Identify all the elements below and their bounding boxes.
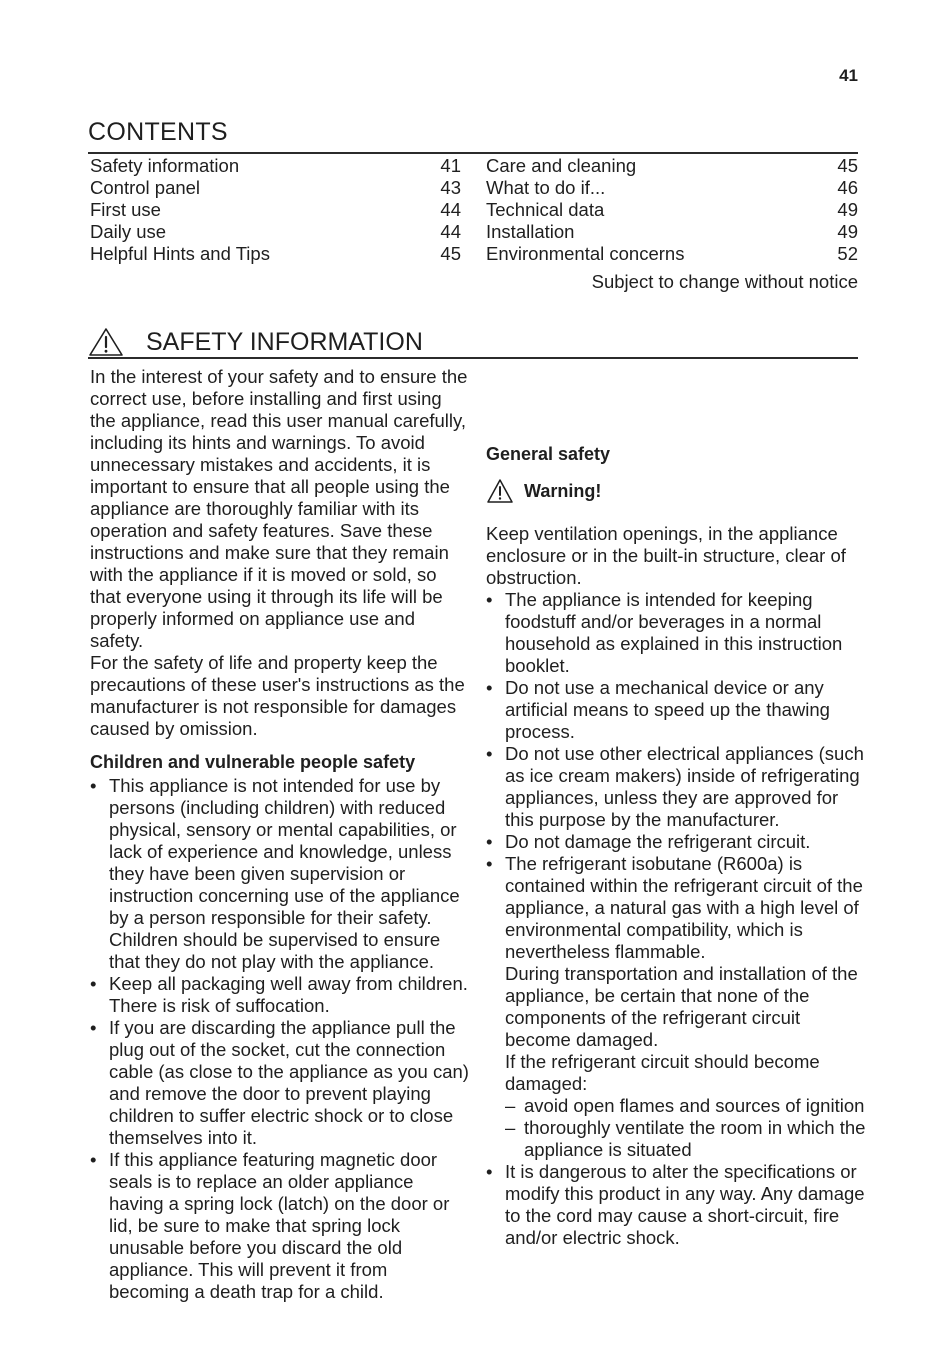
contents-entry[interactable] xyxy=(90,243,461,265)
contents-entry[interactable] xyxy=(90,155,461,177)
contents-entry-page: 46 xyxy=(837,177,858,198)
intro-paragraph: In the interest of your safety and to ensure the correct use, before installing and first using the appliance, read this user manual carefully, including its hints and warnings. To avoid unnecessary mistakes and accidents, it is important to ensure that all people using the appliance are thoroughly familiar with its operation and safety features. Save these instructions and make sure that they remain with the appliance if it is moved or sold, so that everyone using it through its life will be properly informed on appliance use and safety. xyxy=(90,366,468,651)
damage-steps-list xyxy=(505,1095,866,1161)
children-safety-list xyxy=(90,775,470,1303)
contents-entry-label: Technical data xyxy=(486,199,605,220)
contents-entry-page: 49 xyxy=(837,221,858,242)
safety-heading-text: SAFETY INFORMATION xyxy=(146,328,423,356)
list-item-text: During transportation and installation of the appliance, be certain that none of the components of the refrigerant circuit become damaged. xyxy=(505,963,858,1050)
warning-label: Warning! xyxy=(524,481,602,501)
list-item xyxy=(486,853,866,1161)
list-item-text: • The refrigerant isobutane (R600a) is contained within the refrigerant circuit of the appliance, a natural gas with a high level of environmental compatibility, which is nevertheless flammable. xyxy=(505,853,863,962)
list-item: • Do not use a mechanical device or any artificial means to speed up the thawing process. xyxy=(486,677,866,743)
contents-entry-label: Environmental concerns xyxy=(486,243,685,264)
contents-entry-page: 44 xyxy=(440,199,461,220)
contents-divider xyxy=(88,152,858,154)
list-item: • If you are discarding the appliance pull the plug out of the socket, cut the connection cable (as close to the appliance as you can) and remove the door to prevent playing children to suffer electric shock or to close themselves into it. xyxy=(90,1017,470,1149)
contents-entry-label: First use xyxy=(90,199,161,220)
contents-entry[interactable] xyxy=(486,199,858,221)
contents-entry-label: Installation xyxy=(486,221,575,242)
contents-entry-page: 41 xyxy=(440,155,461,176)
page-number: 41 xyxy=(839,66,858,85)
contents-entry[interactable] xyxy=(90,221,461,243)
list-item-text: If the refrigerant circuit should become damaged: xyxy=(505,1051,820,1094)
list-item: • Do not use other electrical appliances (such as ice cream makers) inside of refrigerating appliances, unless they are approved for this purpose by the manufacturer. xyxy=(486,743,866,831)
dash-item: – avoid open flames and sources of ignition xyxy=(505,1095,866,1117)
list-item xyxy=(90,775,470,973)
contents-entry[interactable] xyxy=(486,221,858,243)
general-safety-heading: General safety xyxy=(486,444,611,464)
contents-entry-label: Daily use xyxy=(90,221,167,242)
safety-column-left xyxy=(90,366,470,1303)
list-item: • Do not damage the refrigerant circuit. xyxy=(486,831,866,853)
general-safety-list xyxy=(486,589,866,1249)
list-item: • The appliance is intended for keeping foodstuff and/or beverages in a normal household as explained in this instruction booklet. xyxy=(486,589,866,677)
column-spacer xyxy=(486,366,866,432)
safety-column-right xyxy=(486,366,866,1249)
intro-paragraph: For the safety of life and property keep the precautions of these user's instructions as the manufacturer is not responsible for damages caused by omission. xyxy=(90,652,465,739)
contents-entry-label: Control panel xyxy=(90,177,201,198)
contents-entry-label: Helpful Hints and Tips xyxy=(90,243,270,264)
list-item-text: • This appliance is not intended for use by persons (including children) with reduced physical, sensory or mental capabilities, or lack of experience and knowledge, unless they have been given supervision or instruction concerning use of the appliance by a person responsible for their safety. xyxy=(109,775,460,928)
contents-entry-page: 52 xyxy=(837,243,858,264)
safety-divider xyxy=(88,357,858,359)
dash-item: – thoroughly ventilate the room in which the appliance is situated xyxy=(505,1117,866,1161)
contents-entry-page: 45 xyxy=(837,155,858,176)
list-item: • It is dangerous to alter the specifications or modify this product in any way. Any damage to the cord may cause a short-circuit, fire and/or electric shock. xyxy=(486,1161,866,1249)
ventilation-paragraph: Keep ventilation openings, in the appliance enclosure or in the built-in structure, clear of obstruction. xyxy=(486,523,846,588)
list-item: • If this appliance featuring magnetic door seals is to replace an older appliance having a spring lock (latch) on the door or lid, be sure to make that spring lock unusable before you discard the old appliance. This will prevent it from becoming a death trap for a child. xyxy=(90,1149,470,1303)
contents-entry-page: 44 xyxy=(440,221,461,242)
contents-entry-label: Safety information xyxy=(90,155,240,176)
contents-entry[interactable] xyxy=(486,177,858,199)
contents-entry[interactable] xyxy=(90,199,461,221)
contents-entry[interactable] xyxy=(90,177,461,199)
list-item-text: Children should be supervised to ensure that they do not play with the appliance. xyxy=(109,929,441,972)
contents-list-left xyxy=(90,155,461,265)
contents-entry-label: What to do if... xyxy=(486,177,606,198)
warning-triangle-icon xyxy=(486,478,514,504)
contents-entry-page: 49 xyxy=(837,199,858,220)
contents-entry-label: Care and cleaning xyxy=(486,155,637,176)
safety-heading xyxy=(88,327,423,357)
contents-list-right xyxy=(486,155,858,265)
contents-entry[interactable] xyxy=(486,155,858,177)
contents-entry-page: 45 xyxy=(440,243,461,264)
children-safety-heading: Children and vulnerable people safety xyxy=(90,752,416,772)
warning-triangle-icon xyxy=(88,327,124,357)
contents-entry[interactable] xyxy=(486,243,858,265)
contents-entry-page: 43 xyxy=(440,177,461,198)
warning-callout xyxy=(486,478,866,504)
contents-heading: CONTENTS xyxy=(88,118,228,146)
subject-to-change-note: Subject to change without notice xyxy=(591,271,858,292)
list-item: • Keep all packaging well away from children. There is risk of suffocation. xyxy=(90,973,470,1017)
